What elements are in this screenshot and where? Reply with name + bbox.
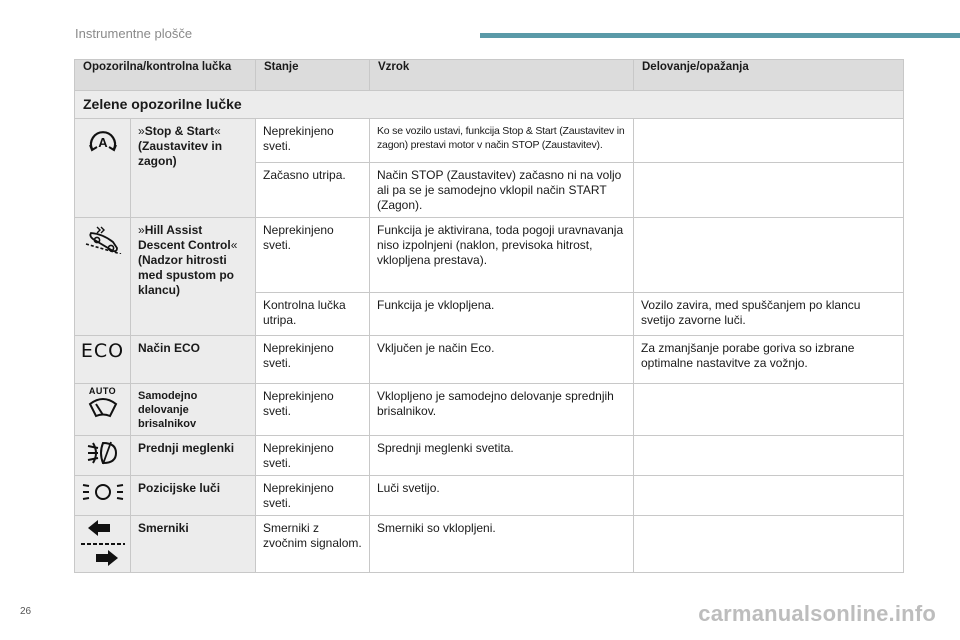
light-name: Samodejno delovanje brisalnikov: [131, 384, 256, 436]
guillemet-right: «: [230, 238, 238, 252]
state-cell: Neprekinjeno sveti.: [256, 384, 370, 436]
action-cell: [634, 436, 904, 476]
table-row: [75, 436, 904, 476]
light-name-rest: (Zaustavitev in zagon): [138, 139, 223, 168]
action-cell: Vozilo zavira, med spuščanjem po klancu svetijo zavorne luči.: [634, 293, 904, 336]
table-row: [75, 218, 904, 293]
light-name-bold: Hill Assist Descent Control: [138, 223, 231, 252]
eco-icon-text: ECO: [80, 340, 125, 362]
page-section-title: Instrumentne plošče: [75, 26, 193, 41]
state-cell: Kontrolna lučka utripa.: [256, 293, 370, 336]
svg-text:A: A: [97, 135, 108, 150]
table-row: [75, 336, 904, 384]
auto-start-icon: [75, 119, 131, 218]
action-cell: [634, 163, 904, 218]
cause-cell: Funkcija je aktivirana, toda pogoji uravnavanja niso izpolnjeni (naklon, previsoka hitrost, vklopljena prestava).: [370, 218, 634, 293]
cause-cell: Sprednji meglenki svetita.: [370, 436, 634, 476]
state-cell: Neprekinjeno sveti.: [256, 218, 370, 293]
table-header-row: [75, 60, 904, 91]
cause-cell: Vklopljeno je samodejno delovanje sprednjih brisalnikov.: [370, 384, 634, 436]
light-name-hill-assist: [131, 218, 256, 336]
action-cell: [634, 384, 904, 436]
action-cell: [634, 516, 904, 573]
light-name-stop-start: [131, 119, 256, 218]
cause-cell: Smerniki so vklopljeni.: [370, 516, 634, 573]
action-cell: [634, 476, 904, 516]
watermark: carmanualsonline.info: [698, 601, 936, 626]
auto-wiper-icon: [75, 384, 131, 436]
hill-descent-icon: [75, 218, 131, 336]
light-name: Način ECO: [131, 336, 256, 384]
light-name: Prednji meglenki: [131, 436, 256, 476]
cause-cell: Način STOP (Zaustavitev) začasno ni na voljo ali pa se je samodejno vklopil način START (Zagon).: [370, 163, 634, 218]
action-cell: Za zmanjšanje porabe goriva so izbrane optimalne nastavitve za vožnjo.: [634, 336, 904, 384]
auto-icon-text: AUTO: [88, 386, 117, 396]
table-row: [75, 119, 904, 163]
cause-cell: Luči svetijo.: [370, 476, 634, 516]
action-cell: [634, 119, 904, 163]
light-name: Smerniki: [131, 516, 256, 573]
header-accent-bar: [480, 33, 960, 38]
guillemet-left: »: [138, 223, 145, 237]
state-cell: Neprekinjeno sveti.: [256, 336, 370, 384]
column-header-cause: Vzrok: [370, 60, 634, 91]
guillemet-right: «: [214, 124, 221, 138]
column-header-state: Stanje: [256, 60, 370, 91]
turn-signals-icon: [75, 516, 131, 573]
front-fog-light-icon: [75, 436, 131, 476]
cause-cell: Vključen je način Eco.: [370, 336, 634, 384]
light-name-rest: (Nadzor hitrosti med spustom po klancu): [138, 253, 235, 297]
state-cell: Neprekinjeno sveti.: [256, 436, 370, 476]
page-number: 26: [20, 606, 32, 617]
light-name-bold: Stop & Start: [144, 124, 215, 138]
table-row: [75, 516, 904, 573]
column-header-action: Delovanje/opažanja: [634, 60, 904, 91]
cause-cell: Funkcija je vklopljena.: [370, 293, 634, 336]
state-cell: Neprekinjeno sveti.: [256, 119, 370, 163]
warning-lights-table: [74, 59, 904, 573]
table-row: [75, 384, 904, 436]
cause-cell: Ko se vozilo ustavi, funkcija Stop & Start (Zaustavitev in zagon) prestavi motor v način STOP (Zaustavitev).: [370, 119, 634, 163]
light-name: Pozicijske luči: [131, 476, 256, 516]
state-cell: Smerniki z zvočnim signalom.: [256, 516, 370, 573]
position-lights-icon: [75, 476, 131, 516]
state-cell: Neprekinjeno sveti.: [256, 476, 370, 516]
state-cell: Začasno utripa.: [256, 163, 370, 218]
eco-icon: [75, 336, 131, 384]
section-row: [75, 91, 904, 119]
column-header-light: Opozorilna/kontrolna lučka: [75, 60, 256, 91]
table-row: [75, 476, 904, 516]
guillemet-left: »: [138, 124, 145, 138]
action-cell: [634, 218, 904, 293]
section-title-green-lights: Zelene opozorilne lučke: [75, 91, 904, 119]
